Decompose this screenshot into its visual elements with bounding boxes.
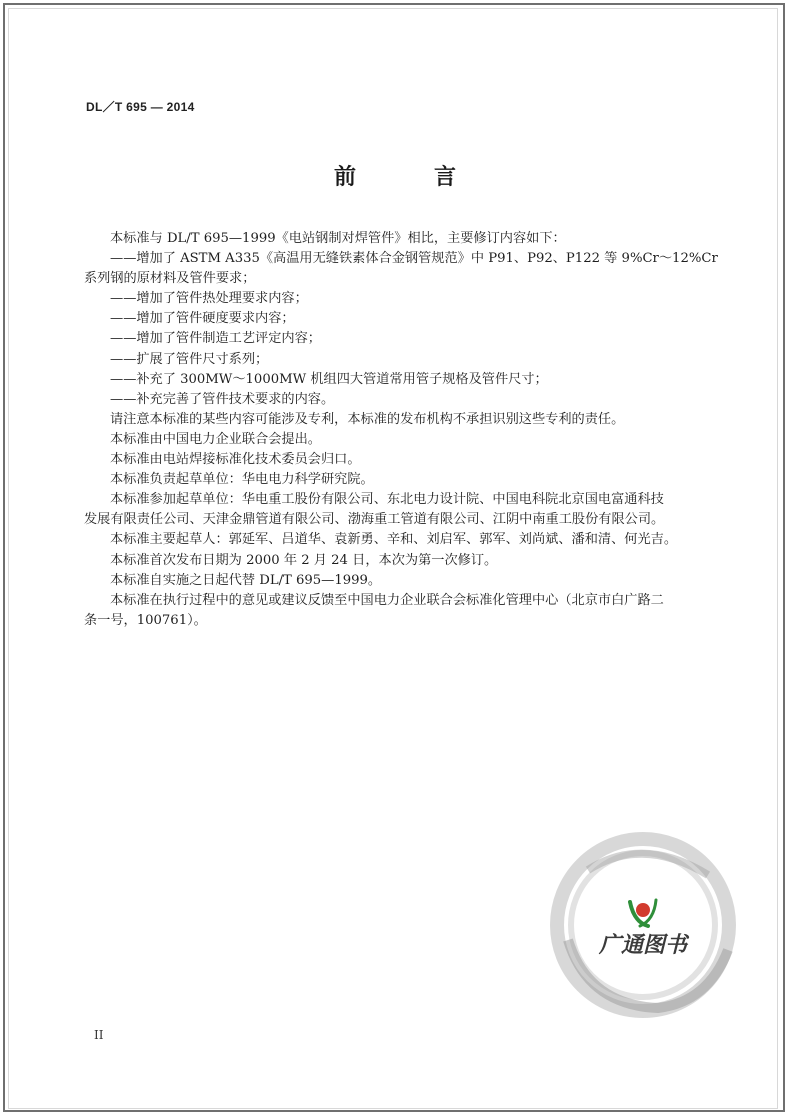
page-title: 前 言 bbox=[333, 165, 484, 190]
watermark-seal bbox=[548, 830, 738, 1020]
preface-line: 本标准在执行过程中的意见或建议反馈至中国电力企业联合会标准化管理中心（北京市白广路二 bbox=[110, 592, 664, 608]
preface-line: 本标准主要起草人：郭延军、吕道华、袁新勇、辛和、刘启军、郭军、刘尚斌、潘和清、何光吉。 bbox=[110, 532, 678, 548]
preface-line: 本标准负责起草单位：华电电力科学研究院。 bbox=[110, 472, 374, 488]
preface-line: ——补充完善了管件技术要求的内容。 bbox=[110, 391, 335, 407]
standard-code: DL／T 695 — 2014 bbox=[86, 100, 195, 114]
preface-line: 本标准自实施之日起代替 DL/T 695—1999。 bbox=[110, 572, 382, 588]
seal-logo-icon bbox=[630, 900, 656, 926]
preface-line: ——增加了管件硬度要求内容； bbox=[110, 311, 295, 327]
preface-line: ——增加了管件热处理要求内容； bbox=[110, 291, 308, 307]
preface-line: ——增加了 ASTM A335《高温用无缝铁素体合金钢管规范》中 P91、P92、P122 等 9%Cr～12%Cr bbox=[110, 251, 718, 267]
preface-line: 条一号，100761）。 bbox=[84, 612, 207, 628]
preface-line: ——补充了 300MW～1000MW 机组四大管道常用管子规格及管件尺寸； bbox=[110, 371, 548, 387]
preface-line: 本标准由中国电力企业联合会提出。 bbox=[110, 431, 321, 447]
seal-text: 广通图书 bbox=[598, 933, 688, 958]
preface-line: ——增加了管件制造工艺评定内容； bbox=[110, 331, 321, 347]
preface-line: 本标准由电站焊接标准化技术委员会归口。 bbox=[110, 452, 361, 468]
preface-line: 本标准参加起草单位：华电重工股份有限公司、东北电力设计院、中国电科院北京国电富通科技 bbox=[110, 492, 664, 508]
preface-line: 发展有限责任公司、天津金鼎管道有限公司、渤海重工管道有限公司、江阴中南重工股份有限公司。 bbox=[84, 512, 665, 528]
page-number: II bbox=[94, 1028, 104, 1042]
preface-line: 请注意本标准的某些内容可能涉及专利，本标准的发布机构不承担识别这些专利的责任。 bbox=[110, 411, 625, 427]
preface-line: 本标准与 DL/T 695—1999《电站钢制对焊管件》相比，主要修订内容如下： bbox=[110, 231, 566, 246]
preface-line: ——扩展了管件尺寸系列； bbox=[110, 351, 269, 367]
preface-body bbox=[84, 229, 718, 631]
preface-line: 本标准首次发布日期为 2000 年 2 月 24 日，本次为第一次修订。 bbox=[110, 552, 498, 568]
preface-line: 系列钢的原材料及管件要求； bbox=[84, 271, 256, 287]
